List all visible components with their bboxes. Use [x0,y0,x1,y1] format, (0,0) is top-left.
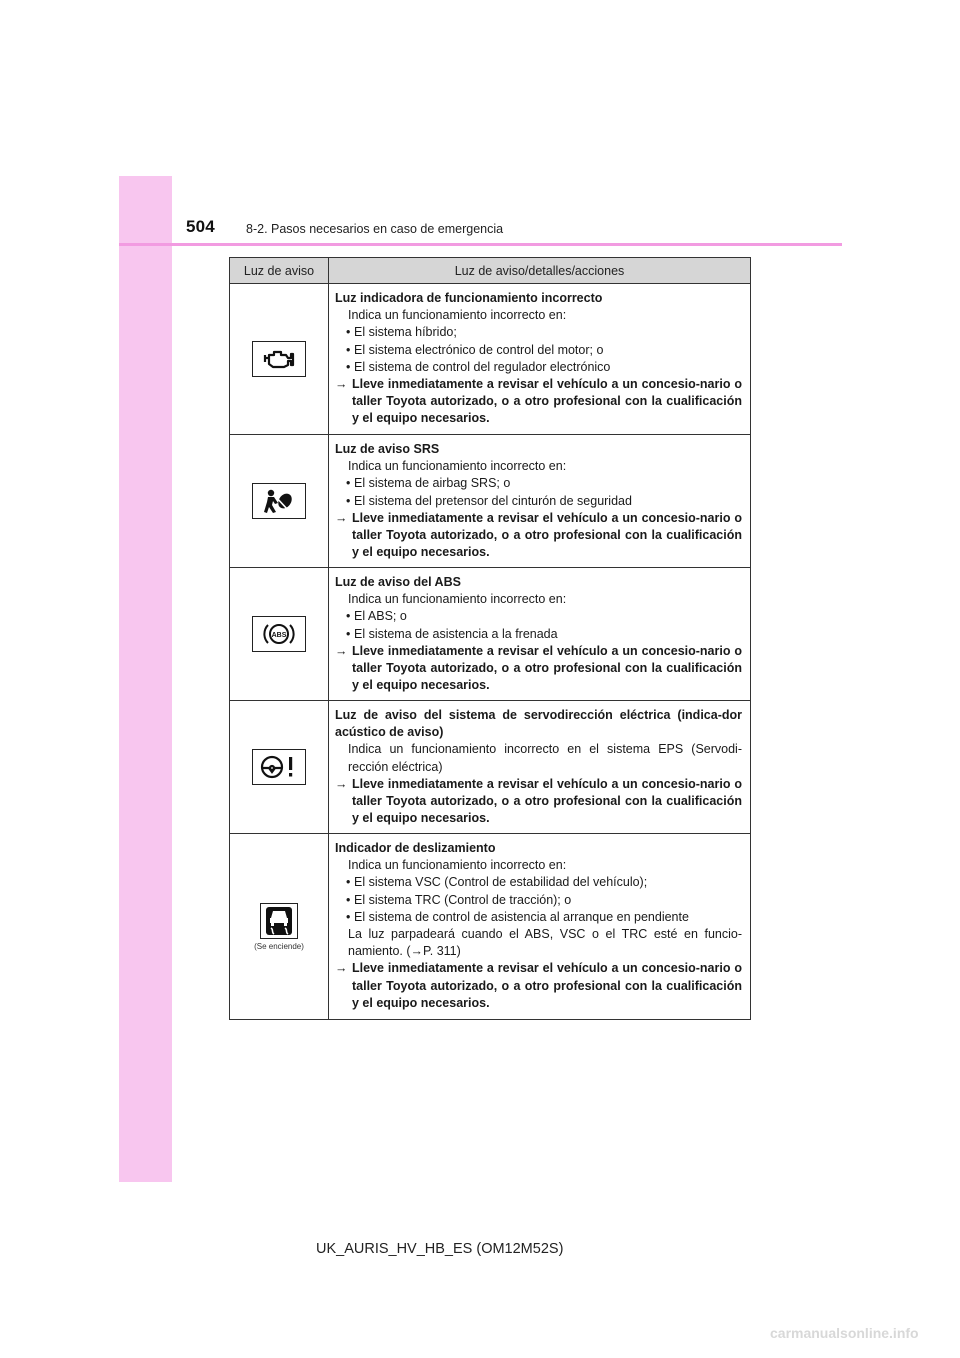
row-note: La luz parpadeará cuando el ABS, VSC o el TRC esté en funcio-namiento. (→P. 311) [348,927,742,959]
table-row [230,834,751,1020]
arrow-icon: → [335,377,348,392]
bullet-item: • El sistema TRC (Control de tracción); o [335,892,742,909]
icon-cell [230,701,329,834]
section-title: 8-2. Pasos necesarios en caso de emergencia [246,222,504,236]
warning-light-table [229,257,751,1020]
description-cell [329,568,751,701]
bullet-item: • El sistema electrónico de control del motor; o [335,342,742,359]
row-action: → Lleve inmediatamente a revisar el vehículo a un concesio-nario o taller Toyota autorizado, o a otro profesional con la cualificación y el equipo necesarios. [335,961,742,1010]
row-intro: Indica un funcionamiento incorrecto en: [348,592,567,607]
row-intro: Indica un funcionamiento incorrecto en el sistema EPS (Servodi-rección eléctrica) [348,742,742,774]
arrow-icon: → [335,643,348,658]
arrow-icon: → [335,776,348,791]
slip-indicator-icon [260,903,298,939]
table-row [230,568,751,701]
bullet-item: • El sistema de control de asistencia al arranque en pendiente [335,909,742,926]
chapter-side-tab [119,176,172,1182]
icon-cell [230,284,329,435]
description-cell [329,284,751,435]
power-steering-icon [252,749,306,785]
row-title: Indicador de deslizamiento [335,841,496,855]
row-title: Luz de aviso del sistema de servodirección eléctrica (indica-dor acústico de aviso) [335,708,742,740]
description-cell [329,701,751,834]
srs-airbag-icon [252,483,306,519]
row-intro: Indica un funcionamiento incorrecto en: [348,459,567,474]
row-action: → Lleve inmediatamente a revisar el vehículo a un concesio-nario o taller Toyota autorizado, o a otro profesional con la cualificación y el equipo necesarios. [335,510,742,560]
column-header-details: Luz de aviso/detalles/acciones [329,258,751,284]
icon-cell [230,568,329,701]
table-row [230,284,751,435]
page-number: 504 [186,217,215,236]
row-action: → Lleve inmediatamente a revisar el vehículo a un concesio-nario o taller Toyota autorizado, o a otro profesional con la cualificación y el equipo necesarios. [335,643,742,693]
row-action: → Lleve inmediatamente a revisar el vehículo a un concesio-nario o taller Toyota autorizado, o a otro profesional con la cualificación y el equipo necesarios. [335,377,742,426]
description-cell [329,834,751,1020]
row-intro: Indica un funcionamiento incorrecto en: [348,308,567,323]
row-title: Luz indicadora de funcionamiento incorrecto [335,291,603,305]
column-header-light: Luz de aviso [230,258,329,284]
bullet-item: • El sistema de control del regulador electrónico [335,359,742,376]
bullet-item: • El sistema del pretensor del cinturón de seguridad [335,493,742,510]
table-row [230,701,751,834]
check-engine-icon [252,341,306,377]
bullet-item: • El sistema de airbag SRS; o [335,475,742,492]
row-title: Luz de aviso SRS [335,442,440,456]
icon-cell [230,834,329,1020]
description-cell [329,435,751,568]
manual-code: UK_AURIS_HV_HB_ES (OM12M52S) [316,1241,564,1257]
bullet-item: • El ABS; o [335,608,742,625]
row-intro: Indica un funcionamiento incorrecto en: [348,858,567,873]
table-header-row [230,258,751,284]
watermark: carmanualsonline.info [770,1325,919,1341]
bullet-item: • El sistema de asistencia a la frenada [335,626,742,643]
svg-text:ABS: ABS [271,632,287,639]
icon-caption: (Se enciende) [254,941,304,951]
abs-icon [252,616,306,652]
header-rule [119,243,842,246]
arrow-icon: → [335,961,348,976]
bullet-item: • El sistema VSC (Control de estabilidad del vehículo); [335,874,742,891]
row-title: Luz de aviso del ABS [335,575,461,589]
table-row [230,435,751,568]
bullet-item: • El sistema híbrido; [335,324,742,341]
icon-cell [230,435,329,568]
row-action: → Lleve inmediatamente a revisar el vehículo a un concesio-nario o taller Toyota autorizado, o a otro profesional con la cualificación y el equipo necesarios. [335,776,742,826]
arrow-icon: → [335,510,348,525]
